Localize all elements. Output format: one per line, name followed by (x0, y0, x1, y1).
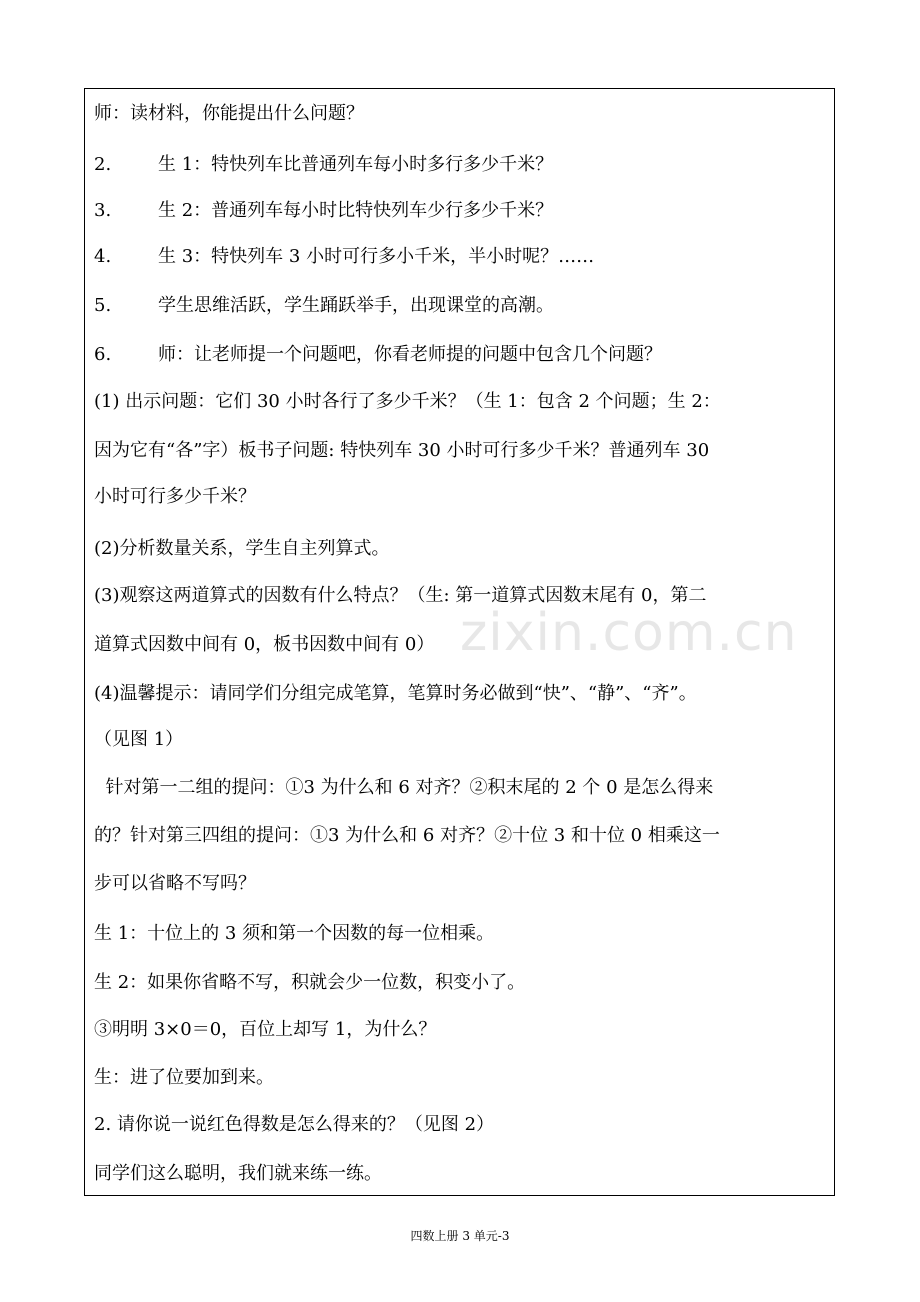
text-line-13: (4)温馨提示：请同学们分组完成笔算，笔算时务必做到“快”、“静”、“齐”。 (94, 683, 697, 704)
text-line-8: 因为它有“各”字）板书子问题: 特快列车 30 小时可行多少千米？普通列车 30 (94, 440, 710, 461)
text-line-7: (1) 出示问题：它们 30 小时各行了多少千米？（生 1：包含 2 个问题；生 2： (94, 391, 721, 412)
text-line-20: ③明明 3×0＝0，百位上却写 1，为什么？ (94, 1019, 437, 1040)
text-line-17: 步可以省略不写吗？ (94, 873, 256, 894)
line-number: 2. (94, 154, 112, 175)
line-number: 4. (94, 246, 112, 267)
text-line-10: (2)分析数量关系，学生自主列算式。 (94, 538, 390, 559)
text-line-14: （见图 1） (94, 729, 184, 750)
line-number: 6. (94, 344, 112, 365)
text-line-18: 生 1：十位上的 3 须和第一个因数的每一位相乘。 (94, 923, 495, 944)
text-line-16: 的？针对第三四组的提问：①3 为什么和 6 对齐？②十位 3 和十位 0 相乘这一 (94, 825, 720, 846)
text-line-22: 2. 请你说一说红色得数是怎么得来的？（见图 2） (94, 1114, 495, 1135)
page-footer: 四数上册 3 单元-3 (410, 1229, 510, 1243)
numbered-line-3 (94, 199, 553, 223)
line-text: 师：让老师提一个问题吧，你看老师提的问题中包含几个问题？ (158, 344, 662, 365)
text-line-19: 生 2：如果你省略不写，积就会少一位数，积变小了。 (94, 972, 526, 993)
numbered-line-6 (94, 343, 662, 367)
line-text: 学生思维活跃，学生踊跃举手，出现课堂的高潮。 (158, 295, 554, 316)
numbered-line-5 (94, 294, 554, 318)
text-line-21: 生：进了位要加到来。 (94, 1067, 274, 1088)
line-number: 5. (94, 295, 112, 316)
numbered-line-4 (94, 245, 594, 269)
line-number: 3. (94, 200, 112, 221)
watermark: zixin.com.cn (460, 603, 798, 663)
text-line-9: 小时可行多少千米？ (94, 486, 256, 507)
text-line-15: 针对第一二组的提问：①3 为什么和 6 对齐？②积末尾的 2 个 0 是怎么得来 (94, 777, 714, 798)
line-text: 生 3：特快列车 3 小时可行多小千米，半小时呢？…… (158, 246, 595, 267)
line-text: 生 2：普通列车每小时比特快列车少行多少千米？ (158, 200, 554, 221)
line-text: 生 1：特快列车比普通列车每小时多行多少千米？ (158, 154, 554, 175)
text-line-12: 道算式因数中间有 0，板书因数中间有 0） (94, 634, 435, 655)
numbered-line-2 (94, 153, 553, 177)
text-line-23: 同学们这么聪明，我们就来练一练。 (94, 1163, 382, 1184)
text-line-11: (3)观察这两道算式的因数有什么特点？（生: 第一道算式因数末尾有 0，第二 (94, 585, 707, 606)
text-line-1: 师：读材料，你能提出什么问题？ (94, 103, 364, 124)
